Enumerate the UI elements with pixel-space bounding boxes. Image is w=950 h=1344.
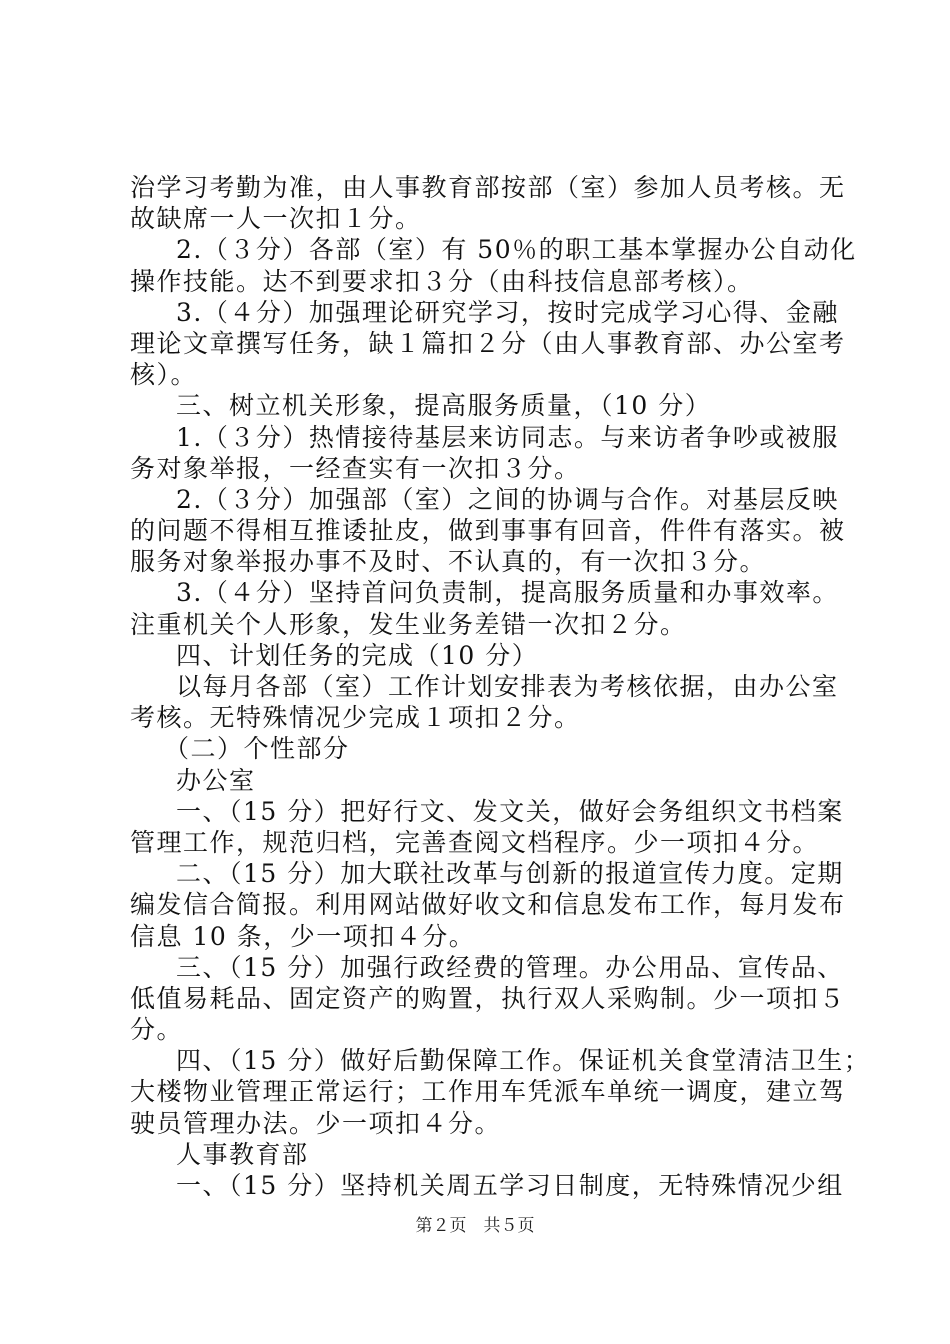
text-line: 四、计划任务的完成（10 分） (176, 640, 539, 670)
text-line: 管理工作，规范归档，完善查阅文档程序。少一项扣４分。 (130, 827, 820, 857)
text-line: 的问题不得相互推诿扯皮，做到事事有回音，件件有落实。被 (130, 516, 846, 546)
text-line: 务对象举报，一经查实有一次扣３分。 (130, 453, 581, 483)
text-line: 分。 (130, 1015, 184, 1045)
text-line: 2.（３分）加强部（室）之间的协调与合作。对基层反映 (176, 484, 839, 514)
text-line: 二、（15 分）加大联社改革与创新的报道宣传力度。定期 (176, 859, 844, 889)
text-line: 办公室 (176, 765, 256, 795)
text-line: 一、（15 分）把好行文、发文关，做好会务组织文书档案 (176, 796, 844, 826)
text-line: 3.（４分）加强理论研究学习，按时完成学习心得、金融 (176, 297, 839, 327)
text-line: 驶员管理办法。少一项扣４分。 (130, 1108, 502, 1138)
text-line: 以每月各部（室）工作计划安排表为考核依据，由办公室 (176, 672, 839, 701)
text-line: 编发信合简报。利用网站做好收文和信息发布工作，每月发布 (130, 890, 846, 920)
text-line: 考核。无特殊情况少完成１项扣２分。 (130, 703, 581, 733)
text-line: 3.（４分）坚持首问负责制，提高服务质量和办事效率。 (176, 578, 839, 608)
text-line: 注重机关个人形象，发生业务差错一次扣２分。 (130, 609, 687, 639)
text-line: 大楼物业管理正常运行；工作用车凭派车单统一调度，建立驾 (130, 1077, 846, 1107)
text-line: 人事教育部 (176, 1139, 309, 1169)
text-line: （二）个性部分 (164, 734, 350, 764)
document-body (130, 172, 871, 1201)
text-line: 1.（３分）热情接待基层来访同志。与来访者争吵或被服 (176, 422, 839, 452)
text-line: 治学习考勤为准，由人事教育部按部（室）参加人员考核。无 (130, 173, 846, 202)
text-line: 服务对象举报办事不及时、不认真的，有一次扣３分。 (130, 547, 767, 577)
text-line: 四、（15 分）做好后勤保障工作。保证机关食堂清洁卫生； (176, 1046, 871, 1076)
text-line: 三、树立机关形象，提高服务质量，（10 分） (176, 391, 712, 421)
text-line: 信息 10 条，少一项扣４分。 (130, 921, 476, 951)
text-line: 低值易耗品、固定资产的购置，执行双人采购制。少一项扣５ (130, 983, 846, 1013)
text-line: 核）。 (130, 360, 198, 390)
text-line: 三、（15 分）加强行政经费的管理。办公用品、宣传品、 (176, 952, 844, 982)
text-line: 故缺席一人一次扣１分。 (130, 204, 422, 234)
text-line: 理论文章撰写任务，缺１篇扣２分（由人事教育部、办公室考 (130, 328, 846, 358)
page-footer: 第２页 共５页 (415, 1216, 535, 1236)
text-line: 操作技能。达不到要求扣３分（由科技信息部考核）。 (130, 266, 754, 296)
text-line: 一、（15 分）坚持机关周五学习日制度，无特殊情况少组 (176, 1171, 844, 1200)
text-line: 2.（３分）各部（室）有 50％的职工基本掌握办公自动化 (176, 235, 857, 265)
